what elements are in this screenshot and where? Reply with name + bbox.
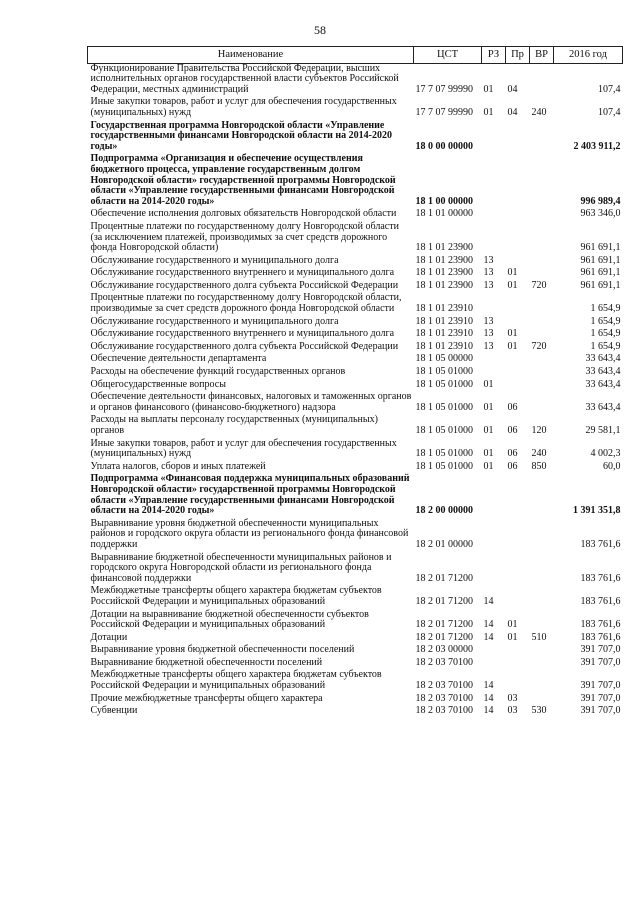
row-name-cell: Межбюджетные трансферты общего характера бюджетам субъектов Российской Федерации и муниципальных образований [90,585,382,607]
row-name-cell: Обслуживание государственного внутреннего и муниципального долга [90,267,395,279]
row-amount-cell: 391 707,0 [580,644,621,656]
row-pr-cell [506,154,530,209]
row-name-cell: Выравнивание бюджетной обеспеченности поселений [90,656,323,668]
row-cst-cell: 18 2 03 70100 [415,705,473,717]
row-amount-cell: 183 761,6 [580,619,621,631]
row-pr-cell [506,222,530,256]
row-rz-cell: 14 [483,595,494,607]
row-pr-cell: 01 [507,619,518,631]
row-rz-cell: 13 [483,328,494,340]
row-rz-cell [482,222,506,256]
header-rz: РЗ [482,47,506,64]
budget-table [87,46,623,719]
page-number: 58 [314,23,326,37]
table-row [88,121,623,155]
row-name-cell: Обеспечение исполнения долговых обязательств Новгородской области [90,208,397,220]
row-name-cell: Государственная программа Новгородской области «Управление государственными финансами Новгородской области на 2014-2020 годы» [90,119,392,152]
row-rz-cell: 14 [483,692,494,704]
row-amount-cell: 107,4 [598,83,621,95]
row-vr-cell [530,209,554,222]
row-pr-cell [506,645,530,658]
table-row [88,645,623,658]
row-name-cell: Дотации [90,631,128,643]
row-name-cell: Иные закупки товаров, работ и услуг для обеспечения государственных (муниципальных) нужд [90,437,397,460]
row-amount-cell: 1 654,9 [590,315,621,327]
table-row [88,415,623,438]
row-cst-cell: 17 7 07 99990 [415,83,473,95]
row-vr-cell [530,658,554,671]
row-pr-cell [506,380,530,393]
row-cst-cell: 18 1 01 23910 [415,315,473,327]
row-pr-cell [506,474,530,518]
row-name-cell: Расходы на обеспечение функций государственных органов [90,366,346,378]
row-cst-cell: 18 2 03 00000 [415,644,473,656]
row-name-cell: Дотации на выравнивание бюджетной обеспеченности субъектов Российской Федерации и муниципальных образований [90,608,369,631]
row-name-cell: Функционирование Правительства Российской Федерации, высших исполнительных органов государственной власти субъектов Российской Федерации, местных администраций [90,62,399,95]
table-row [88,222,623,256]
table-row [88,154,623,209]
table-row [88,63,623,97]
table-header-row [88,47,623,64]
row-rz-cell [482,367,506,380]
budget-table-body [88,63,623,719]
row-cst-cell: 18 1 01 23910 [415,303,473,315]
row-amount-cell: 963 346,0 [580,208,621,220]
row-amount-cell: 1 654,9 [590,328,621,340]
table-row [88,610,623,633]
row-cst-cell: 18 1 01 23900 [415,279,473,291]
row-amount-cell: 1 654,9 [590,303,621,315]
row-name-cell: Общегосударственные вопросы [90,378,226,390]
row-amount-cell: 391 707,0 [580,705,621,717]
header-cst: ЦСТ [414,47,482,64]
table-row [88,519,623,553]
row-pr-cell: 06 [507,401,518,413]
row-amount-cell: 1 654,9 [590,340,621,352]
row-amount-cell: 961 691,1 [580,242,621,254]
row-cst-cell: 18 2 01 00000 [415,538,473,550]
table-row [88,474,623,518]
header-amount: 2016 год [554,47,623,64]
row-vr-cell [530,154,554,209]
row-pr-cell [506,121,530,155]
row-vr-cell [530,329,554,342]
row-cst-cell: 18 1 05 01000 [415,425,473,436]
row-pr-cell [506,553,530,587]
row-cst-cell: 18 2 03 70100 [415,680,473,692]
row-vr-cell [530,610,554,633]
row-pr-cell: 04 [507,106,518,118]
row-amount-cell: 33 643,4 [585,353,621,365]
row-name-cell: Обеспечение деятельности финансовых, налоговых и таможенных органов и органов финансового (финансово-бюджетного) надзора [90,391,412,413]
row-rz-cell [482,121,506,155]
row-vr-cell [530,317,554,330]
row-name-cell: Обслуживание государственного и муниципального долга [90,315,339,327]
row-amount-cell: 391 707,0 [580,656,621,668]
row-amount-cell: 961 691,1 [580,254,621,266]
row-pr-cell: 01 [507,631,518,643]
row-vr-cell [530,586,554,609]
row-rz-cell [482,293,506,316]
row-vr-cell [530,63,554,97]
row-cst-cell: 18 1 01 00000 [415,208,473,220]
row-vr-cell [530,645,554,658]
table-row [88,97,623,120]
row-cst-cell: 18 2 03 70100 [415,692,473,704]
row-rz-cell [482,209,506,222]
row-pr-cell: 04 [507,83,518,95]
row-name-cell: Процентные платежи по государственному долгу Новгородской области (за исключением платежей, производимых за счет средств дорожного фонда Новгородской области) [90,220,399,254]
row-cst-cell: 18 2 01 71200 [415,631,473,643]
row-name-cell: Субвенции [90,705,138,717]
row-rz-cell: 13 [483,279,494,291]
row-rz-cell [482,553,506,587]
table-row [88,392,623,415]
row-cst-cell: 18 2 01 71200 [415,572,473,584]
row-cst-cell: 18 1 01 23900 [415,242,473,254]
row-amount-cell: 1 391 351,8 [573,505,621,517]
table-row [88,329,623,342]
row-vr-cell [530,670,554,693]
row-name-cell: Подпрограмма «Финансовая поддержка муниципальных образований Новгородской области» государственной программы Новгородской области «Управление государственными финансами Новгородской области на 2014-2020 годы» [90,473,410,517]
table-row [88,706,623,719]
row-cst-cell: 18 2 03 70100 [415,656,473,668]
row-amount-cell: 961 691,1 [580,279,621,291]
table-row [88,439,623,462]
row-pr-cell [506,209,530,222]
row-cst-cell: 18 1 00 00000 [415,195,473,207]
row-amount-cell: 2 403 911,2 [573,140,621,152]
row-name-cell: Выравнивание уровня бюджетной обеспеченности поселений [90,644,355,656]
row-pr-cell [506,586,530,609]
row-rz-cell: 01 [483,460,494,472]
row-rz-cell [482,154,506,209]
row-vr-cell [530,367,554,380]
row-vr-cell [530,268,554,281]
row-name-cell: Межбюджетные трансферты общего характера бюджетам субъектов Российской Федерации и муниципальных образований [90,669,382,692]
row-vr-cell [530,354,554,367]
row-cst-cell: 18 1 05 01000 [415,460,473,472]
table-row [88,553,623,587]
row-rz-cell: 14 [483,619,494,631]
row-cst-cell: 18 1 01 23910 [415,340,473,352]
row-pr-cell [506,354,530,367]
row-cst-cell: 18 2 00 00000 [415,505,473,517]
row-cst-cell: 18 1 05 01000 [415,366,473,378]
row-pr-cell: 01 [507,279,518,291]
row-pr-cell: 01 [507,340,518,352]
row-amount-cell: 33 643,4 [585,378,621,390]
row-rz-cell: 01 [483,401,494,413]
row-amount-cell: 183 761,6 [580,538,621,550]
row-amount-cell: 4 002,3 [590,448,621,460]
row-vr-cell [530,222,554,256]
row-name-cell: Обслуживание государственного долга субъекта Российской Федерации [90,279,399,291]
table-row [88,293,623,316]
row-cst-cell: 18 2 01 71200 [415,619,473,631]
row-cst-cell: 18 1 05 00000 [415,353,473,365]
row-amount-cell: 107,4 [598,106,621,118]
row-rz-cell [482,474,506,518]
row-vr-cell [530,293,554,316]
row-pr-cell: 06 [507,448,518,460]
row-vr-cell: 510 [531,631,547,643]
row-vr-cell: 240 [531,448,547,460]
row-amount-cell: 183 761,6 [580,572,621,584]
row-pr-cell: 06 [507,425,518,436]
row-vr-cell [530,256,554,269]
row-amount-cell: 33 643,4 [585,401,621,413]
row-rz-cell: 01 [483,106,494,118]
row-amount-cell: 29 581,1 [585,425,621,436]
row-cst-cell: 18 1 01 23900 [415,267,473,279]
row-vr-cell [530,380,554,393]
row-pr-cell [506,519,530,553]
row-vr-cell: 720 [531,279,547,291]
row-name-cell: Процентные платежи по государственному долгу Новгородской области, производимые за счет средств дорожного фонда Новгородской области [90,292,402,315]
header-pr: Пр [506,47,530,64]
row-cst-cell: 18 1 05 01000 [415,401,473,413]
row-name-cell: Подпрограмма «Организация и обеспечение осуществления бюджетного процесса, управление государственным долгом Новгородской области» государственной программы Новгородской области «Управление государственными финансами Новгородской области на 2014-2020 годы» [90,153,396,207]
row-name-cell: Прочие межбюджетные трансферты общего характера [90,692,323,704]
row-vr-cell [530,519,554,553]
row-amount-cell: 391 707,0 [580,680,621,692]
row-rz-cell: 13 [483,340,494,352]
row-cst-cell: 18 1 05 01000 [415,378,473,390]
row-vr-cell [530,121,554,155]
row-rz-cell: 14 [483,680,494,692]
row-rz-cell: 13 [483,267,494,279]
row-name-cell: Выравнивание уровня бюджетной обеспеченности муниципальных районов и городского округа области из регионального фонда финансовой поддержки [90,517,409,550]
row-pr-cell [506,658,530,671]
row-rz-cell [482,354,506,367]
row-cst-cell: 18 2 01 71200 [415,595,473,607]
row-rz-cell [482,645,506,658]
row-amount-cell: 961 691,1 [580,267,621,279]
row-cst-cell: 18 1 05 01000 [415,448,473,460]
row-vr-cell: 850 [531,460,547,472]
header-name: Наименование [88,47,414,64]
row-name-cell: Иные закупки товаров, работ и услуг для обеспечения государственных (муниципальных) нужд [90,96,397,118]
row-amount-cell: 391 707,0 [580,692,621,704]
row-pr-cell [506,367,530,380]
row-name-cell: Обслуживание государственного внутреннего и муниципального долга [90,328,395,340]
table-row [88,367,623,380]
row-pr-cell: 03 [507,692,518,704]
row-name-cell: Выравнивание бюджетной обеспеченности муниципальных районов и городского округа Новгородской области из регионального фонда финансовой поддержки [90,551,392,584]
row-pr-cell: 06 [507,460,518,472]
row-pr-cell [506,670,530,693]
row-pr-cell: 01 [507,267,518,279]
row-pr-cell [506,293,530,316]
row-pr-cell: 01 [507,328,518,340]
row-rz-cell: 14 [483,631,494,643]
row-rz-cell: 01 [483,378,494,390]
row-rz-cell: 01 [483,83,494,95]
row-pr-cell: 03 [507,705,518,717]
row-name-cell: Обслуживание государственного и муниципального долга [90,254,339,266]
row-vr-cell [530,392,554,415]
row-cst-cell: 18 0 00 00000 [415,140,473,152]
row-cst-cell: 17 7 07 99990 [415,106,473,118]
row-rz-cell: 13 [483,315,494,327]
row-vr-cell: 120 [531,425,547,436]
row-cst-cell: 18 1 01 23900 [415,254,473,266]
row-rz-cell: 01 [483,448,494,460]
row-amount-cell: 183 761,6 [580,631,621,643]
table-row [88,586,623,609]
row-rz-cell [482,658,506,671]
row-vr-cell: 720 [531,340,547,352]
row-cst-cell: 18 1 01 23910 [415,328,473,340]
row-rz-cell: 14 [483,705,494,717]
row-rz-cell: 01 [483,425,494,436]
row-vr-cell: 530 [531,705,547,717]
row-vr-cell: 240 [531,106,547,118]
table-row [88,670,623,693]
row-amount-cell: 183 761,6 [580,595,621,607]
row-name-cell: Уплата налогов, сборов и иных платежей [90,460,266,472]
row-rz-cell: 13 [483,254,494,266]
table-row [88,268,623,281]
row-amount-cell: 60,0 [603,460,621,472]
row-name-cell: Расходы на выплаты персоналу государственных (муниципальных) органов [90,414,378,436]
row-name-cell: Обслуживание государственного долга субъекта Российской Федерации [90,340,399,352]
header-vr: ВР [530,47,554,64]
row-amount-cell: 996 989,4 [580,195,621,207]
row-vr-cell [530,474,554,518]
row-amount-cell: 33 643,4 [585,366,621,378]
row-rz-cell [482,519,506,553]
row-name-cell: Обеспечение деятельности департамента [90,353,267,365]
row-vr-cell [530,553,554,587]
